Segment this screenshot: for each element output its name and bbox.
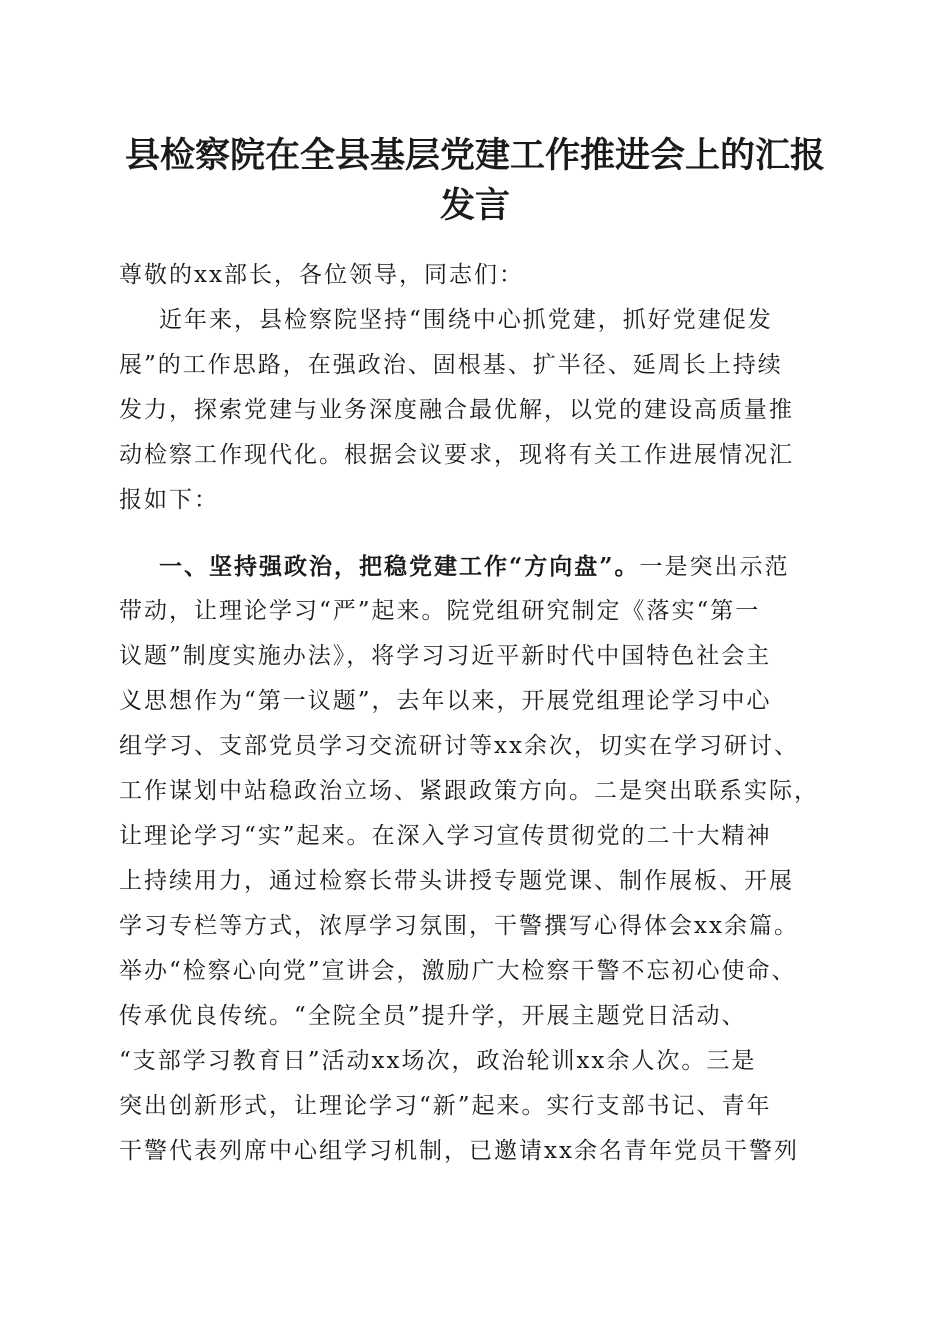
intro-line: 展”的工作思路，在强政治、固根基、扩半径、延周长上持续 [119,352,783,378]
intro-line: 发力，探索党建与业务深度融合最优解，以党的建设高质量推 [119,397,794,423]
section-1-line: 议题”制度实施办法》，将学习习近平新时代中国特色社会主 [119,643,772,669]
section-1-line: 组学习、支部党员学习交流研讨等xx余次，切实在学习研讨、 [119,733,799,759]
section-1-line: 突出创新形式，让理论学习“新”起来。实行支部书记、青年 [119,1093,772,1119]
section-1-line: “支部学习教育日”活动xx场次，政治轮训xx余人次。三是 [119,1048,757,1074]
section-1-line: 干警代表列席中心组学习机制，已邀请xx余名青年党员干警列 [119,1138,799,1164]
document-title-line-1: 县检察院在全县基层党建工作推进会上的汇报 [124,135,825,176]
section-1-line: 义思想作为“第一议题”，去年以来，开展党组理论学习中心 [119,688,772,714]
section-1-first-line [159,544,789,589]
document-title-line-2: 发言 [439,185,510,226]
section-1-line: 工作谋划中站稳政治立场、紧跟政策方向。二是突出联系实际， [119,778,819,804]
section-1-line: 传承优良传统。“全院全员”提升学，开展主题党日活动、 [119,1003,747,1029]
section-1-line: 让理论学习“实”起来。在深入学习宣传贯彻党的二十大精神 [119,823,772,849]
section-1-line: 上持续用力，通过检察长带头讲授专题党课、制作展板、开展 [119,868,794,894]
intro-line: 近年来，县检察院坚持“围绕中心抓党建，抓好党建促发 [159,307,773,333]
intro-line: 动检察工作现代化。根据会议要求，现将有关工作进展情况汇 [119,442,794,468]
intro-line: 报如下： [119,487,219,513]
section-1-line: 举办“检察心向党”宣讲会，激励广大检察干警不忘初心使命、 [119,958,797,984]
salutation: 尊敬的xx部长，各位领导，同志们： [119,262,524,288]
section-1-heading: 一、坚持强政治，把稳党建工作“方向盘”。 [159,553,640,580]
section-1-line: 学习专栏等方式，浓厚学习氛围，干警撰写心得体会xx余篇。 [119,913,799,939]
section-1-first-line-text: 一是突出示范 [639,554,790,580]
section-1-line: 带动，让理论学习“严”起来。院党组研究制定《落实“第一 [119,598,761,624]
